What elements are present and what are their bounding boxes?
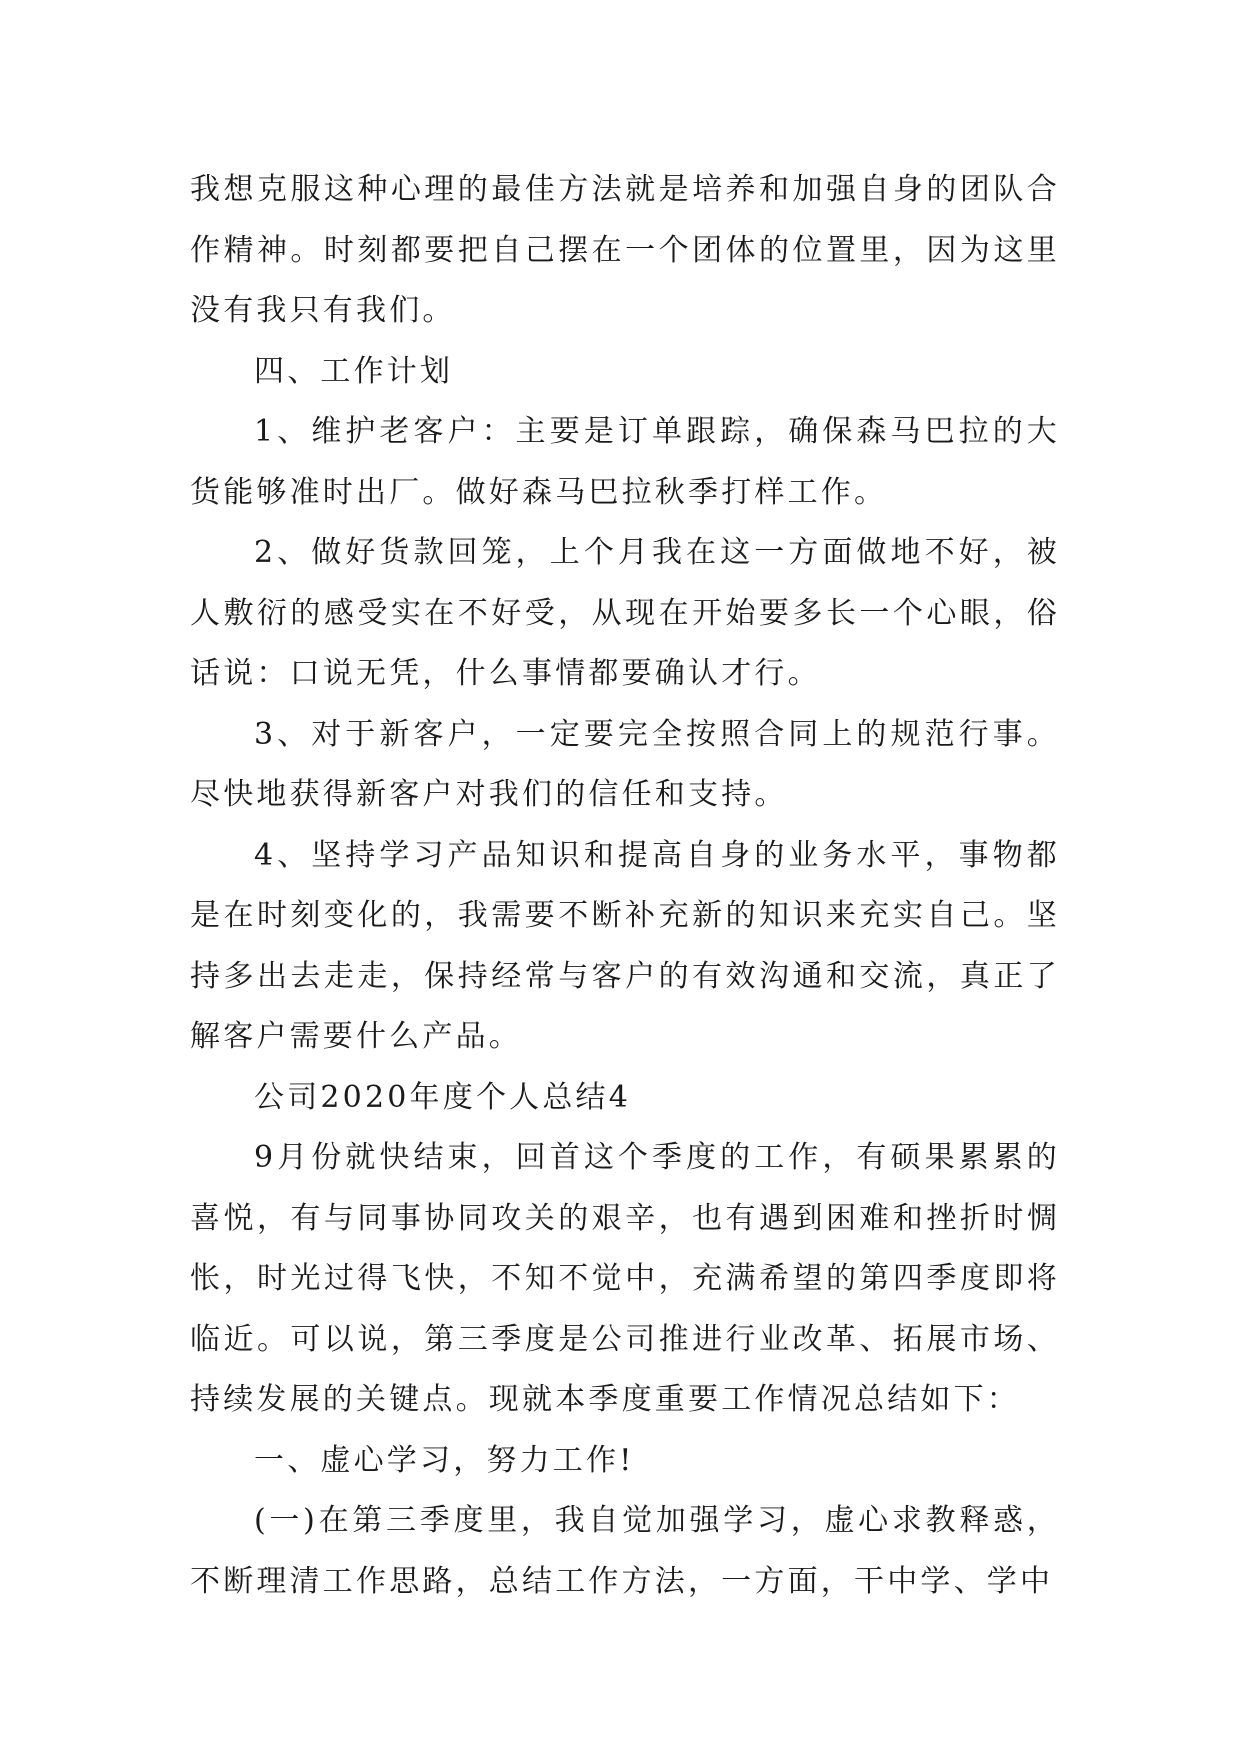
paragraph: 4、坚持学习产品知识和提高自身的业务水平，事物都是在时刻变化的，我需要不断补充新的知识来充实自己。坚持多出去走走，保持经常与客户的有效沟通和交流，真正了解客户需要什么产品。 <box>190 837 1060 1054</box>
paragraph: 我想克服这种心理的最佳方法就是培养和加强自身的团队合作精神。时刻都要把自己摆在一个团体的位置里，因为这里没有我只有我们。 <box>190 172 1060 328</box>
document-body <box>190 160 1060 1612</box>
section-heading: 一、虚心学习，努力工作! <box>254 1442 635 1478</box>
section-heading: 四、工作计划 <box>254 353 454 389</box>
paragraph: 9月份就快结束，回首这个季度的工作，有硕果累累的喜悦，有与同事协同攻关的艰辛，也有遇到困难和挫折时惆怅，时光过得飞快，不知不觉中，充满希望的第四季度即将临近。可以说，第三季度是公司推进行业改革、拓展市场、持续发展的关键点。现就本季度重要工作情况总结如下： <box>190 1140 1060 1417</box>
section-heading: 公司2020年度个人总结4 <box>254 1079 632 1115</box>
paragraph: (一)在第三季度里，我自觉加强学习，虚心求教释惑，不断理清工作思路，总结工作方法，一方面，干中学、学中 <box>190 1503 1060 1599</box>
paragraph: 2、做好货款回笼，上个月我在这一方面做地不好，被人敷衍的感受实在不好受，从现在开始要多长一个心眼，俗话说：口说无凭，什么事情都要确认才行。 <box>190 535 1060 691</box>
paragraph: 1、维护老客户：主要是订单跟踪，确保森马巴拉的大货能够准时出厂。做好森马巴拉秋季打样工作。 <box>190 414 1060 510</box>
paragraph: 3、对于新客户，一定要完全按照合同上的规范行事。尽快地获得新客户对我们的信任和支持。 <box>190 716 1060 812</box>
